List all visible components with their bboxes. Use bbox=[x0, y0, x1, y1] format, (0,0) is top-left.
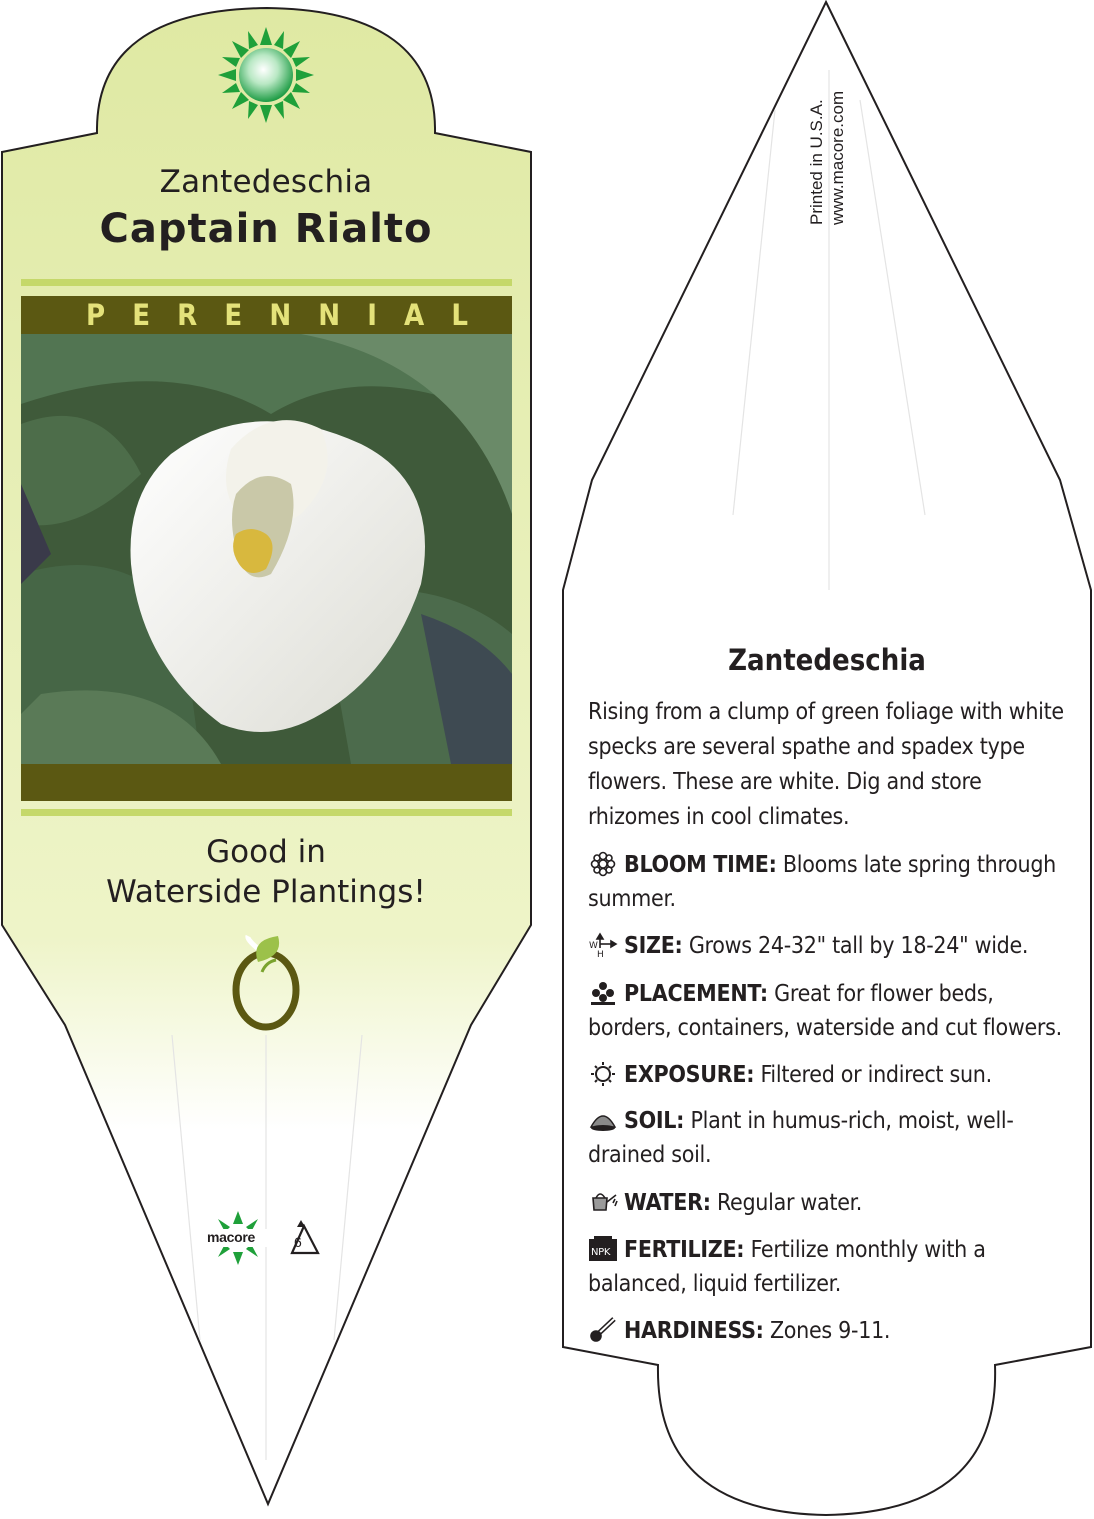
care-text: Filtered or indirect sun. bbox=[760, 1062, 992, 1088]
soil-icon bbox=[588, 1107, 618, 1133]
npk-icon bbox=[588, 1236, 618, 1262]
perennial-band bbox=[21, 296, 512, 334]
sun-logo-icon bbox=[218, 27, 314, 123]
category-letter: E bbox=[224, 298, 243, 332]
care-label: HARDINESS: bbox=[624, 1318, 764, 1344]
size-icon-w: W bbox=[589, 941, 598, 951]
printed-in-text: Printed in U.S.A. bbox=[807, 99, 826, 225]
calla-lily-photo bbox=[21, 334, 512, 764]
care-label: EXPOSURE: bbox=[624, 1062, 755, 1088]
care-text: Zones 9-11. bbox=[769, 1318, 891, 1344]
care-text: Blooms late spring through summer. bbox=[588, 852, 1056, 912]
recycle-code: 6 bbox=[294, 1234, 302, 1250]
care-label: FERTILIZE: bbox=[624, 1237, 745, 1263]
category-letter: P bbox=[86, 298, 106, 332]
care-item-bloom-time bbox=[588, 848, 1073, 916]
category-letter: N bbox=[318, 298, 341, 332]
photo-bottom-band bbox=[21, 764, 512, 801]
category-letter: R bbox=[177, 298, 198, 332]
care-label: WATER: bbox=[624, 1190, 711, 1216]
plant-description: Rising from a clump of green foliage with white specks are several spathe and spadex type flowers. These are white. Dig and store rhizomes in cool climates. bbox=[588, 699, 1064, 830]
care-item-size bbox=[588, 929, 1073, 963]
care-item-fertilize bbox=[588, 1233, 1073, 1301]
care-item-soil bbox=[588, 1104, 1073, 1172]
back-title: Zantedeschia bbox=[728, 643, 926, 677]
tagline bbox=[20, 832, 512, 912]
website-text: www.macore.com bbox=[828, 90, 847, 225]
category-letter: N bbox=[269, 298, 292, 332]
printer-info bbox=[806, 91, 848, 225]
care-label: PLACEMENT: bbox=[624, 981, 768, 1007]
placement-icon bbox=[588, 980, 618, 1006]
tagline-line-2: Waterside Plantings! bbox=[106, 874, 426, 910]
npk-icon-text: NPK bbox=[591, 1247, 611, 1258]
care-text: Great for flower beds, borders, containers, waterside and cut flowers. bbox=[588, 981, 1062, 1041]
care-item-water bbox=[588, 1186, 1073, 1220]
front-genus-name: Zantedeschia bbox=[159, 164, 373, 200]
category-letter: A bbox=[404, 298, 425, 332]
category-letter: E bbox=[132, 298, 151, 332]
thermometer-icon bbox=[588, 1317, 618, 1343]
care-item-exposure bbox=[588, 1058, 1073, 1092]
care-text: Grows 24-32" tall by 18-24" wide. bbox=[688, 933, 1029, 959]
care-item-placement bbox=[588, 977, 1073, 1045]
brand-name: macore bbox=[207, 1229, 256, 1245]
cultivar-name: Captain Rialto bbox=[99, 206, 433, 252]
care-text: Fertilize monthly with a balanced, liquid fertilizer. bbox=[588, 1237, 986, 1297]
care-text: Plant in humus-rich, moist, well-drained soil. bbox=[588, 1108, 1014, 1168]
category-letter: I bbox=[367, 298, 377, 332]
tagline-line-1: Good in bbox=[206, 834, 326, 870]
flower-icon bbox=[588, 851, 618, 877]
care-label: SIZE: bbox=[624, 933, 683, 959]
size-icon bbox=[588, 932, 618, 958]
care-label: BLOOM TIME: bbox=[624, 852, 777, 878]
watering-can-icon bbox=[588, 1189, 618, 1215]
care-item-hardiness bbox=[588, 1314, 1073, 1348]
sun-icon bbox=[588, 1061, 618, 1087]
category-letter: L bbox=[451, 298, 468, 332]
size-icon-h: H bbox=[597, 950, 604, 958]
care-text: Regular water. bbox=[716, 1190, 863, 1216]
care-label: SOIL: bbox=[624, 1108, 685, 1134]
